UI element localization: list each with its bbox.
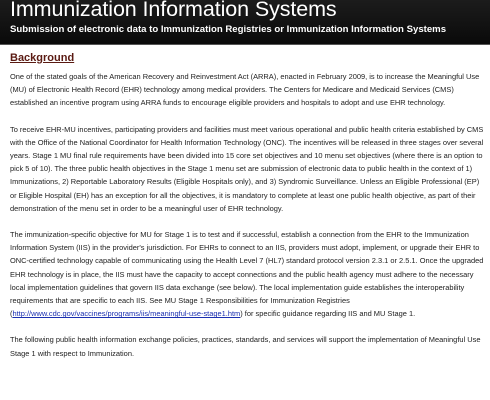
main-content (10, 52, 484, 373)
header-banner (0, 0, 490, 45)
paragraph-exchange-policies: The following public health information exchange policies, practices, standards, and services will support the implementation of Meaningful Use Stage 1 with respect to Immunization. (10, 335, 481, 358)
paragraph-text-after-link: ) for specific guidance regarding IIS and MU Stage 1. (240, 309, 416, 319)
section-heading-background: Background (10, 52, 75, 64)
page-subtitle: Submission of electronic data to Immunization Registries or Immunization Information Systems (10, 24, 447, 35)
paragraph-incentives: To receive EHR-MU incentives, participating providers and facilities must meet various operational and public health criteria established by CMS with the Office of the National Coordinator for Health Information Technology (ONC). The incentives will be released in three stages over several years. Stage 1 MU final rule requirements have been divided into 15 core set objectives and 10 menu set objectives (where there is an option to pick 5 of 10). The three public health objectives in the Stage 1 menu set are submission of electronic data to public health in the context of 1) Immunizations, 2) Reportable Laboratory Results (Eligible Hospitals only), and 3) Syndromic Surveillance. Unless an Eligible Professional (EP) or Eligible Hospital (EH) has an exception for all the objectives, it is mandatory to complete at least one public health objective, as part of their demonstration of the menu set in order to be a meaningful user of EHR technology. (10, 124, 484, 213)
mu-stage1-link[interactable]: http://www.cdc.gov/vaccines/programs/iis/meaningful-use-stage1.htm (12, 309, 241, 319)
page-title: Immunization Information Systems (10, 0, 337, 21)
paragraph-immunization-objective (10, 228, 484, 320)
paragraph-text-before-link: The immunization-specific objective for MU for Stage 1 is to test and if successful, establish a connection from the EHR to the Immunization Information System (IIS) in the provider's jurisdiction. For EHRs to connect to an IIS, providers must adopt, implement, or upgrade their EHR to ONC-certified technology capable of communicating using the Health Level 7 (HL7) standard protocol version 2.3.1 or 2.5.1. Once the upgraded EHR technology is in place, the IIS must have the capacity to accept connections and the public health agency must adhere to the necessary local implementation guidelines that govern IIS data exchange (see below). The local implementation guide establishes the interoperability requirements that are specific to each IIS. See MU Stage 1 Responsibilities for Immunization Registries ( (10, 230, 484, 319)
paragraph-arra-goals: One of the stated goals of the American Recovery and Reinvestment Act (ARRA), enacted in February 2009, is to increase the Meaningful Use (MU) of Electronic Health Record (EHR) technology among medical providers. The Centers for Medicare and Medicaid Services (CMS) established an incentive program using ARRA funds to encourage eligible providers and hospitals to adopt and use EHR technology. (10, 72, 480, 108)
